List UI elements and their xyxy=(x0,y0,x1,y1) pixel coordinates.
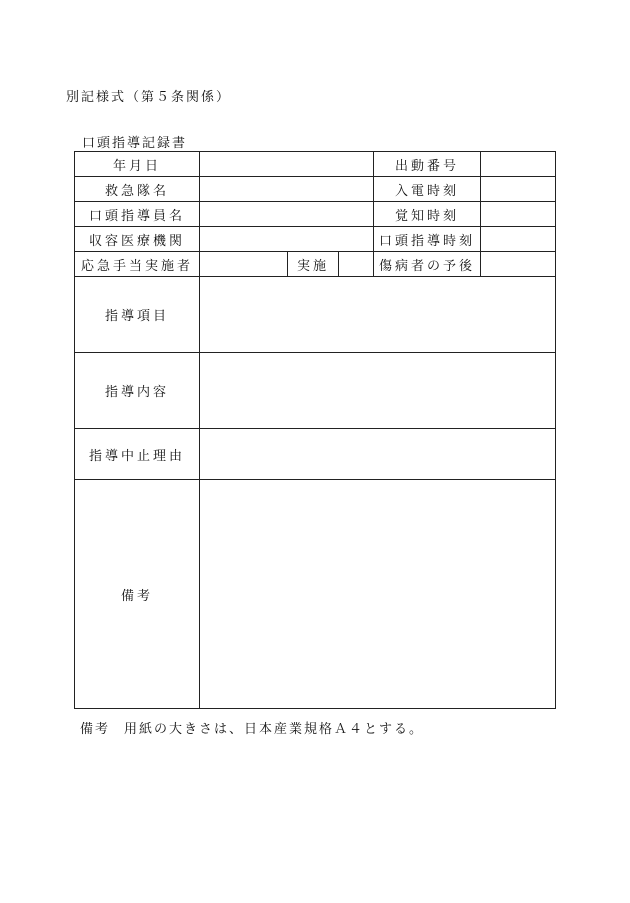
instruction-content-label: 指導内容 xyxy=(75,353,200,429)
instruction-content-field[interactable] xyxy=(200,353,556,429)
stop-reason-field[interactable] xyxy=(200,429,556,480)
footnote xyxy=(80,718,424,737)
receiving-hospital-field[interactable] xyxy=(200,227,374,252)
call-received-time-field[interactable] xyxy=(481,177,556,202)
prognosis-field[interactable] xyxy=(481,252,556,277)
dispatch-number-field[interactable] xyxy=(481,152,556,177)
recognition-time-field[interactable] xyxy=(481,202,556,227)
form-title: 口頭指導記録書 xyxy=(82,136,188,151)
dispatch-number-label: 出動番号 xyxy=(374,152,481,177)
table-row xyxy=(75,480,556,709)
instruction-time-label: 口頭指導時刻 xyxy=(374,227,481,252)
table-row xyxy=(75,177,556,202)
table-row xyxy=(75,353,556,429)
prognosis-label: 傷病者の予後 xyxy=(374,252,481,277)
table-row xyxy=(75,152,556,177)
table-row xyxy=(75,202,556,227)
recognition-time-label: 覚知時刻 xyxy=(374,202,481,227)
performed-field[interactable] xyxy=(339,252,374,277)
ambulance-team-label: 救急隊名 xyxy=(75,177,200,202)
form-style-label: 別記様式（第５条関係） xyxy=(66,90,232,105)
date-field[interactable] xyxy=(200,152,374,177)
instruction-items-field[interactable] xyxy=(200,277,556,353)
remarks-field[interactable] xyxy=(200,480,556,709)
performed-label: 実施 xyxy=(288,252,339,277)
footnote-text: 用紙の大きさは、日本産業規格Ａ４とする。 xyxy=(124,722,425,737)
remarks-label: 備考 xyxy=(75,480,200,709)
date-label: 年月日 xyxy=(75,152,200,177)
instructor-name-label: 口頭指導員名 xyxy=(75,202,200,227)
first-aid-performer-field[interactable] xyxy=(200,252,288,277)
ambulance-team-field[interactable] xyxy=(200,177,374,202)
instruction-record-table xyxy=(74,151,556,709)
first-aid-performer-label: 応急手当実施者 xyxy=(75,252,200,277)
instruction-items-label: 指導項目 xyxy=(75,277,200,353)
table-row xyxy=(75,227,556,252)
instruction-time-field[interactable] xyxy=(481,227,556,252)
call-received-time-label: 入電時刻 xyxy=(374,177,481,202)
stop-reason-label: 指導中止理由 xyxy=(75,429,200,480)
instructor-name-field[interactable] xyxy=(200,202,374,227)
table-row xyxy=(75,429,556,480)
receiving-hospital-label: 収容医療機関 xyxy=(75,227,200,252)
table-row xyxy=(75,277,556,353)
footnote-label: 備考 xyxy=(80,722,111,737)
table-row xyxy=(75,252,556,277)
